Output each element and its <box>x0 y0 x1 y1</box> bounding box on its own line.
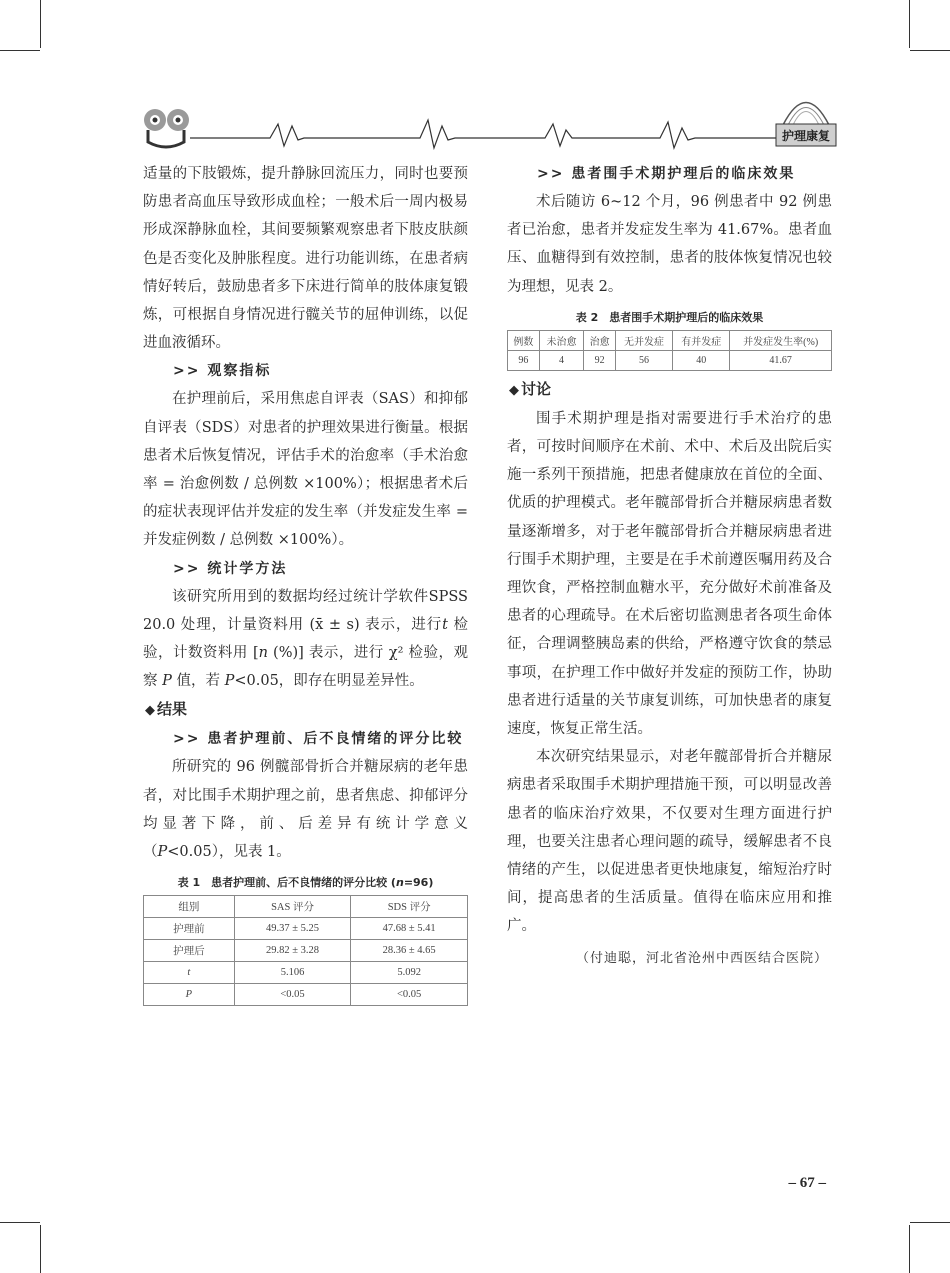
table-cell: 92 <box>584 350 616 370</box>
table-row <box>144 940 468 962</box>
table-cell: 5.106 <box>234 962 351 984</box>
table-header-cell: SAS 评分 <box>234 896 351 918</box>
table-header-cell: 未治愈 <box>539 330 583 350</box>
discussion-paragraph: 围手术期护理是指对需要进行手术治疗的患者，可按时间顺序在术前、术中、术后及出院后实施一系列干预措施，把患者健康放在首位的全面、优质的护理模式。老年髋部骨折合并糖尿病患者数量逐渐增多，对于老年髋部骨折合并糖尿病患者进行围手术期护理，主要是在手术前遵医嘱用药及合理饮食，严格控制血糖水平，充分做好术前准备及患者的心理疏导。在术后密切监测患者各项生命体征，合理调整胰岛素的供给，严格遵守饮食的禁忌事项，在护理工作中做好并发症的预防工作，协助患者进行适量的关节康复训练，可加快患者的康复速度，恢复正常生活。 <box>507 410 832 738</box>
table-row <box>144 918 468 940</box>
table-cell: 29.82 ± 3.28 <box>234 940 351 962</box>
method-paragraph: 适量的下肢锻炼，提升静脉回流压力，同时也要预防患者高血压导致形成血栓；一般术后一周内极易形成深静脉血栓，其间要频繁观察患者下肢皮肤颜色是否变化及肿胀程度。进行功能训练，在患者病情好转后，鼓励患者多下床进行简单的肢体康复锻炼，可根据自身情况进行髋关节的屈伸训练，以促进血液循环。 <box>143 166 468 352</box>
heading-emotion-score: >> 患者护理前、后不良情绪的评分比较 <box>173 731 464 748</box>
table-cell: <0.05 <box>234 984 351 1006</box>
table-cell: 47.68 ± 5.41 <box>351 918 468 940</box>
table-cell: 40 <box>673 350 730 370</box>
table-row <box>144 984 468 1006</box>
table-cell: 护理后 <box>144 940 235 962</box>
table-cell: 4 <box>539 350 583 370</box>
table-cell: 96 <box>508 350 540 370</box>
heading-clinical-effect: >> 患者围手术期护理后的临床效果 <box>537 166 796 182</box>
statistics-paragraph: 该研究所用到的数据均经过统计学软件SPSS 20.0 处理，计量资料用 (x̄ ± s) 表示，进行t 检验，计数资料用 [n (%)] 表示，进行 χ² 检验，观察 P 值，若 P<0.05，即存在明显差异性。 <box>143 588 468 690</box>
table-cell: P <box>144 984 235 1006</box>
table-header-cell: 例数 <box>508 330 540 350</box>
table1-caption: 表 1 患者护理前、后不良情绪的评分比较 (n=96) <box>177 876 434 890</box>
table-header-cell: 治愈 <box>584 330 616 350</box>
table-header-cell: SDS 评分 <box>351 896 468 918</box>
heading-observation: >> 观察指标 <box>173 363 272 380</box>
table-cell: 28.36 ± 4.65 <box>351 940 468 962</box>
table1 <box>143 895 468 1006</box>
table-cell: 41.67 <box>730 350 832 370</box>
heading-statistics: >> 统计学方法 <box>173 560 288 577</box>
table-cell: 56 <box>615 350 672 370</box>
table-header-cell: 组别 <box>144 896 235 918</box>
crop-mark <box>909 1225 910 1273</box>
table-row <box>508 350 832 370</box>
crop-mark <box>0 50 40 51</box>
table-cell: 5.092 <box>351 962 468 984</box>
effect-paragraph: 术后随访 6~12 个月，96 例患者中 92 例患者已治愈，患者并发症发生率为 41.67%。患者血压、血糖得到有效控制，患者的肢体恢复情况也较为理想，见表 2。 <box>507 194 832 295</box>
section-tag: 护理康复 <box>781 129 831 143</box>
author-attribution: （付迪聪，河北省沧州中西医结合医院） <box>575 950 828 966</box>
table-header-cell: 并发症发生率(%) <box>730 330 832 350</box>
right-column <box>507 160 832 973</box>
table-row <box>144 962 468 984</box>
diamond-icon: ◆ <box>145 703 155 719</box>
crop-mark <box>909 0 910 48</box>
crop-mark <box>40 0 41 48</box>
crop-mark <box>910 50 950 51</box>
crop-mark <box>0 1222 40 1223</box>
page-number: – 67 – <box>788 1175 826 1191</box>
crop-mark <box>40 1225 41 1273</box>
logo-icon <box>144 109 189 147</box>
header-band <box>0 80 950 160</box>
table-cell: 49.37 ± 5.25 <box>234 918 351 940</box>
table-header-cell: 有并发症 <box>673 330 730 350</box>
conclusion-paragraph: 本次研究结果显示，对老年髋部骨折合并糖尿病患者采取围手术期护理措施干预，可以明显改善患者的临床治疗效果，不仅要对生理方面进行护理，也要关注患者心理问题的疏导，缓解患者不良情绪的产生，以促进患者更快地康复，缩短治疗时间，提高患者的生活质量。值得在临床应用和推广。 <box>507 749 832 935</box>
table-header-cell: 无并发症 <box>615 330 672 350</box>
table2 <box>507 330 832 371</box>
table-cell: 护理前 <box>144 918 235 940</box>
left-column <box>143 160 468 1006</box>
heading-discussion: ◆ 讨论 <box>509 379 552 398</box>
crop-mark <box>910 1222 950 1223</box>
heading-results: ◆ 结果 <box>145 700 188 719</box>
observation-paragraph: 在护理前后，采用焦虑自评表（SAS）和抑郁自评表（SDS）对患者的护理效果进行衡量。根据患者术后恢复情况，评估手术的治愈率（手术治愈率 = 治愈例数 / 总例数 ×100%）；根据患者术后的症状表现评估并发症的发生率（并发症发生率 = 并发症例数 / 总例数 ×100%）。 <box>143 391 468 549</box>
ecg-line <box>190 120 780 148</box>
table2-caption: 表 2 患者围手术期护理后的临床效果 <box>575 310 764 324</box>
table-cell: <0.05 <box>351 984 468 1006</box>
table-cell: t <box>144 962 235 984</box>
results-paragraph: 所研究的 96 例髋部骨折合并糖尿病的老年患者，对比围手术期护理之前，患者焦虑、抑郁评分均显著下降，前、后差异有统计学意义（P<0.05），见表 1。 <box>143 759 468 861</box>
table-header-row <box>508 330 832 350</box>
diamond-icon: ◆ <box>509 382 519 398</box>
table-header-row <box>144 896 468 918</box>
